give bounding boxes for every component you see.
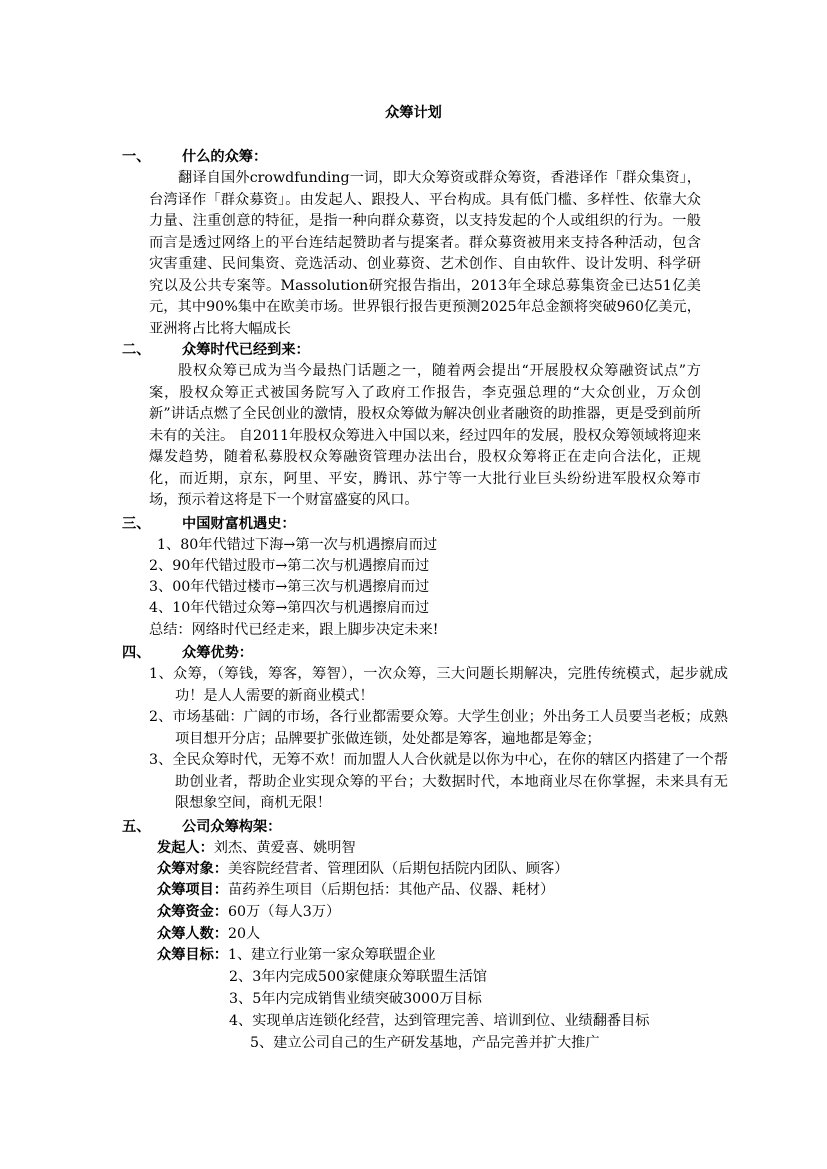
field-label: 众筹项目： — [157, 882, 228, 898]
field-row — [157, 880, 554, 901]
section-title: 众筹优势： — [182, 645, 253, 661]
section-number: 二、 — [122, 342, 151, 358]
field-value: 苗药养生项目（后期包括：其他产品、仪器、耗材） — [227, 882, 555, 898]
field-label: 发起人： — [157, 840, 214, 856]
section-title: 什么的众筹： — [182, 149, 268, 165]
section-5-heading — [122, 817, 281, 837]
list-item: 2、90年代错过股市→第二次与机遇擦肩而过 — [149, 558, 430, 574]
list-item: 3、全民众筹时代，无筹不欢！而加盟人人合伙就是以你为中心，在你的辖区内搭建了一个帮助创业者，帮助企业实现众筹的平台；大数据时代，本地商业尽在你掌握，未来具有无限想象空间，商机无限！ — [149, 752, 728, 811]
section-title: 中国财富机遇史： — [182, 516, 296, 532]
section-number: 四、 — [122, 645, 151, 661]
section-2-heading — [122, 340, 310, 360]
goal-item: 5、建立公司自己的生产研发基地，产品完善并扩大推广 — [250, 1035, 600, 1051]
field-value: 刘杰、黄爱喜、姚明智 — [213, 840, 356, 856]
field-row — [157, 924, 260, 945]
section-3-heading — [122, 514, 296, 534]
field-row — [157, 945, 436, 966]
section-number: 五、 — [122, 819, 151, 835]
field-value: 20人 — [227, 926, 261, 942]
section-title: 公司众筹构架： — [182, 819, 282, 835]
field-label: 众筹资金： — [157, 904, 228, 920]
goal-item: 1、建立行业第一家众筹联盟企业 — [227, 947, 436, 963]
list-item: 3、00年代错过楼市→第三次与机遇擦肩而过 — [149, 579, 430, 595]
list-item: 4、10年代错过众筹→第四次与机遇擦肩而过 — [149, 600, 430, 616]
field-label: 众筹目标： — [157, 947, 228, 963]
goal-item: 4、实现单店连锁化经营，达到管理完善、培训到位、业绩翻番目标 — [229, 1013, 650, 1029]
list-item: 1、80年代错过下海→第一次与机遇擦肩而过 — [157, 537, 438, 553]
goal-item: 2、3年内完成500家健康众筹联盟生活馆 — [229, 969, 487, 985]
field-label: 众筹人数： — [157, 926, 228, 942]
document-title: 众筹计划 — [385, 105, 442, 121]
field-row — [157, 838, 356, 859]
section-title: 众筹时代已经到来： — [182, 342, 310, 358]
field-value: 美容院经营者、管理团队（后期包括院内团队、顾客） — [227, 861, 569, 877]
goal-item: 3、5年内完成销售业绩突破3000万目标 — [229, 991, 482, 1007]
list-item: 2、市场基础：广阔的市场，各行业都需要众筹。大学生创业；外出务工人员要当老板；成熟项目想开分店；品牌要扩张做连锁，处处都是筹客，遍地都是筹金； — [149, 709, 728, 747]
section-number: 三、 — [122, 516, 151, 532]
section-1-paragraph: 翻译自国外crowdfunding一词，即大众筹资或群众筹资，香港译作「群众集资」，台湾译作「群众募资」。由发起人、跟投人、平台构成。具有低门槛、多样性、依靠大众力量、注重创意的特征，是指一种向群众募资，以支持发起的个人或组织的行为。一般而言是透过网络上的平台连结起赞助者与提案者。群众募资被用来支持各种活动，包含灾害重建、民间集资、竞选活动、创业募资、艺术创作、自由软件、设计发明、科学研究以及公共专案等。Massolution研究报告指出，2013年全球总募集资金已达51亿美元，其中90%集中在欧美市场。世界银行报告更预测2025年总金额将突破960亿美元，亚洲将占比将大幅成长 — [149, 170, 701, 337]
list-item: 1、众筹，（筹钱，筹客，筹智），一次众筹，三大问题长期解决，完胜传统模式，起步就成功！是人人需要的新商业模式！ — [149, 666, 728, 704]
section-2-paragraph: 股权众筹已成为当今最热门话题之一，随着两会提出“开展股权众筹融资试点”方案，股权众筹正式被国务院写入了政府工作报告，李克强总理的“大众创业，万众创新”讲话点燃了全民创业的激情，股权众筹做为解决创业者融资的助推器，更是受到前所未有的关注。 自2011年股权众筹进入中国以来，经过四年的发展，股权众筹领域将迎来爆发趋势，随着私募股权众筹融资管理办法出台，股权众筹将正在走向合法化，正规化，而近期，京东，阿里、平安，腾讯、苏宁等一大批行业巨头纷纷进军股权众筹市场，预示着这将是下一个财富盛宴的风口。 — [149, 363, 701, 508]
field-value: 60万（每人3万） — [227, 904, 341, 920]
section-number: 一、 — [122, 149, 151, 165]
field-label: 众筹对象： — [157, 861, 228, 877]
section-1-heading — [122, 147, 267, 167]
section-4-heading — [122, 643, 253, 663]
field-row — [157, 859, 568, 880]
field-row — [157, 902, 340, 923]
summary-line: 总结：网络时代已经走来，跟上脚步决定未来! — [149, 622, 439, 638]
